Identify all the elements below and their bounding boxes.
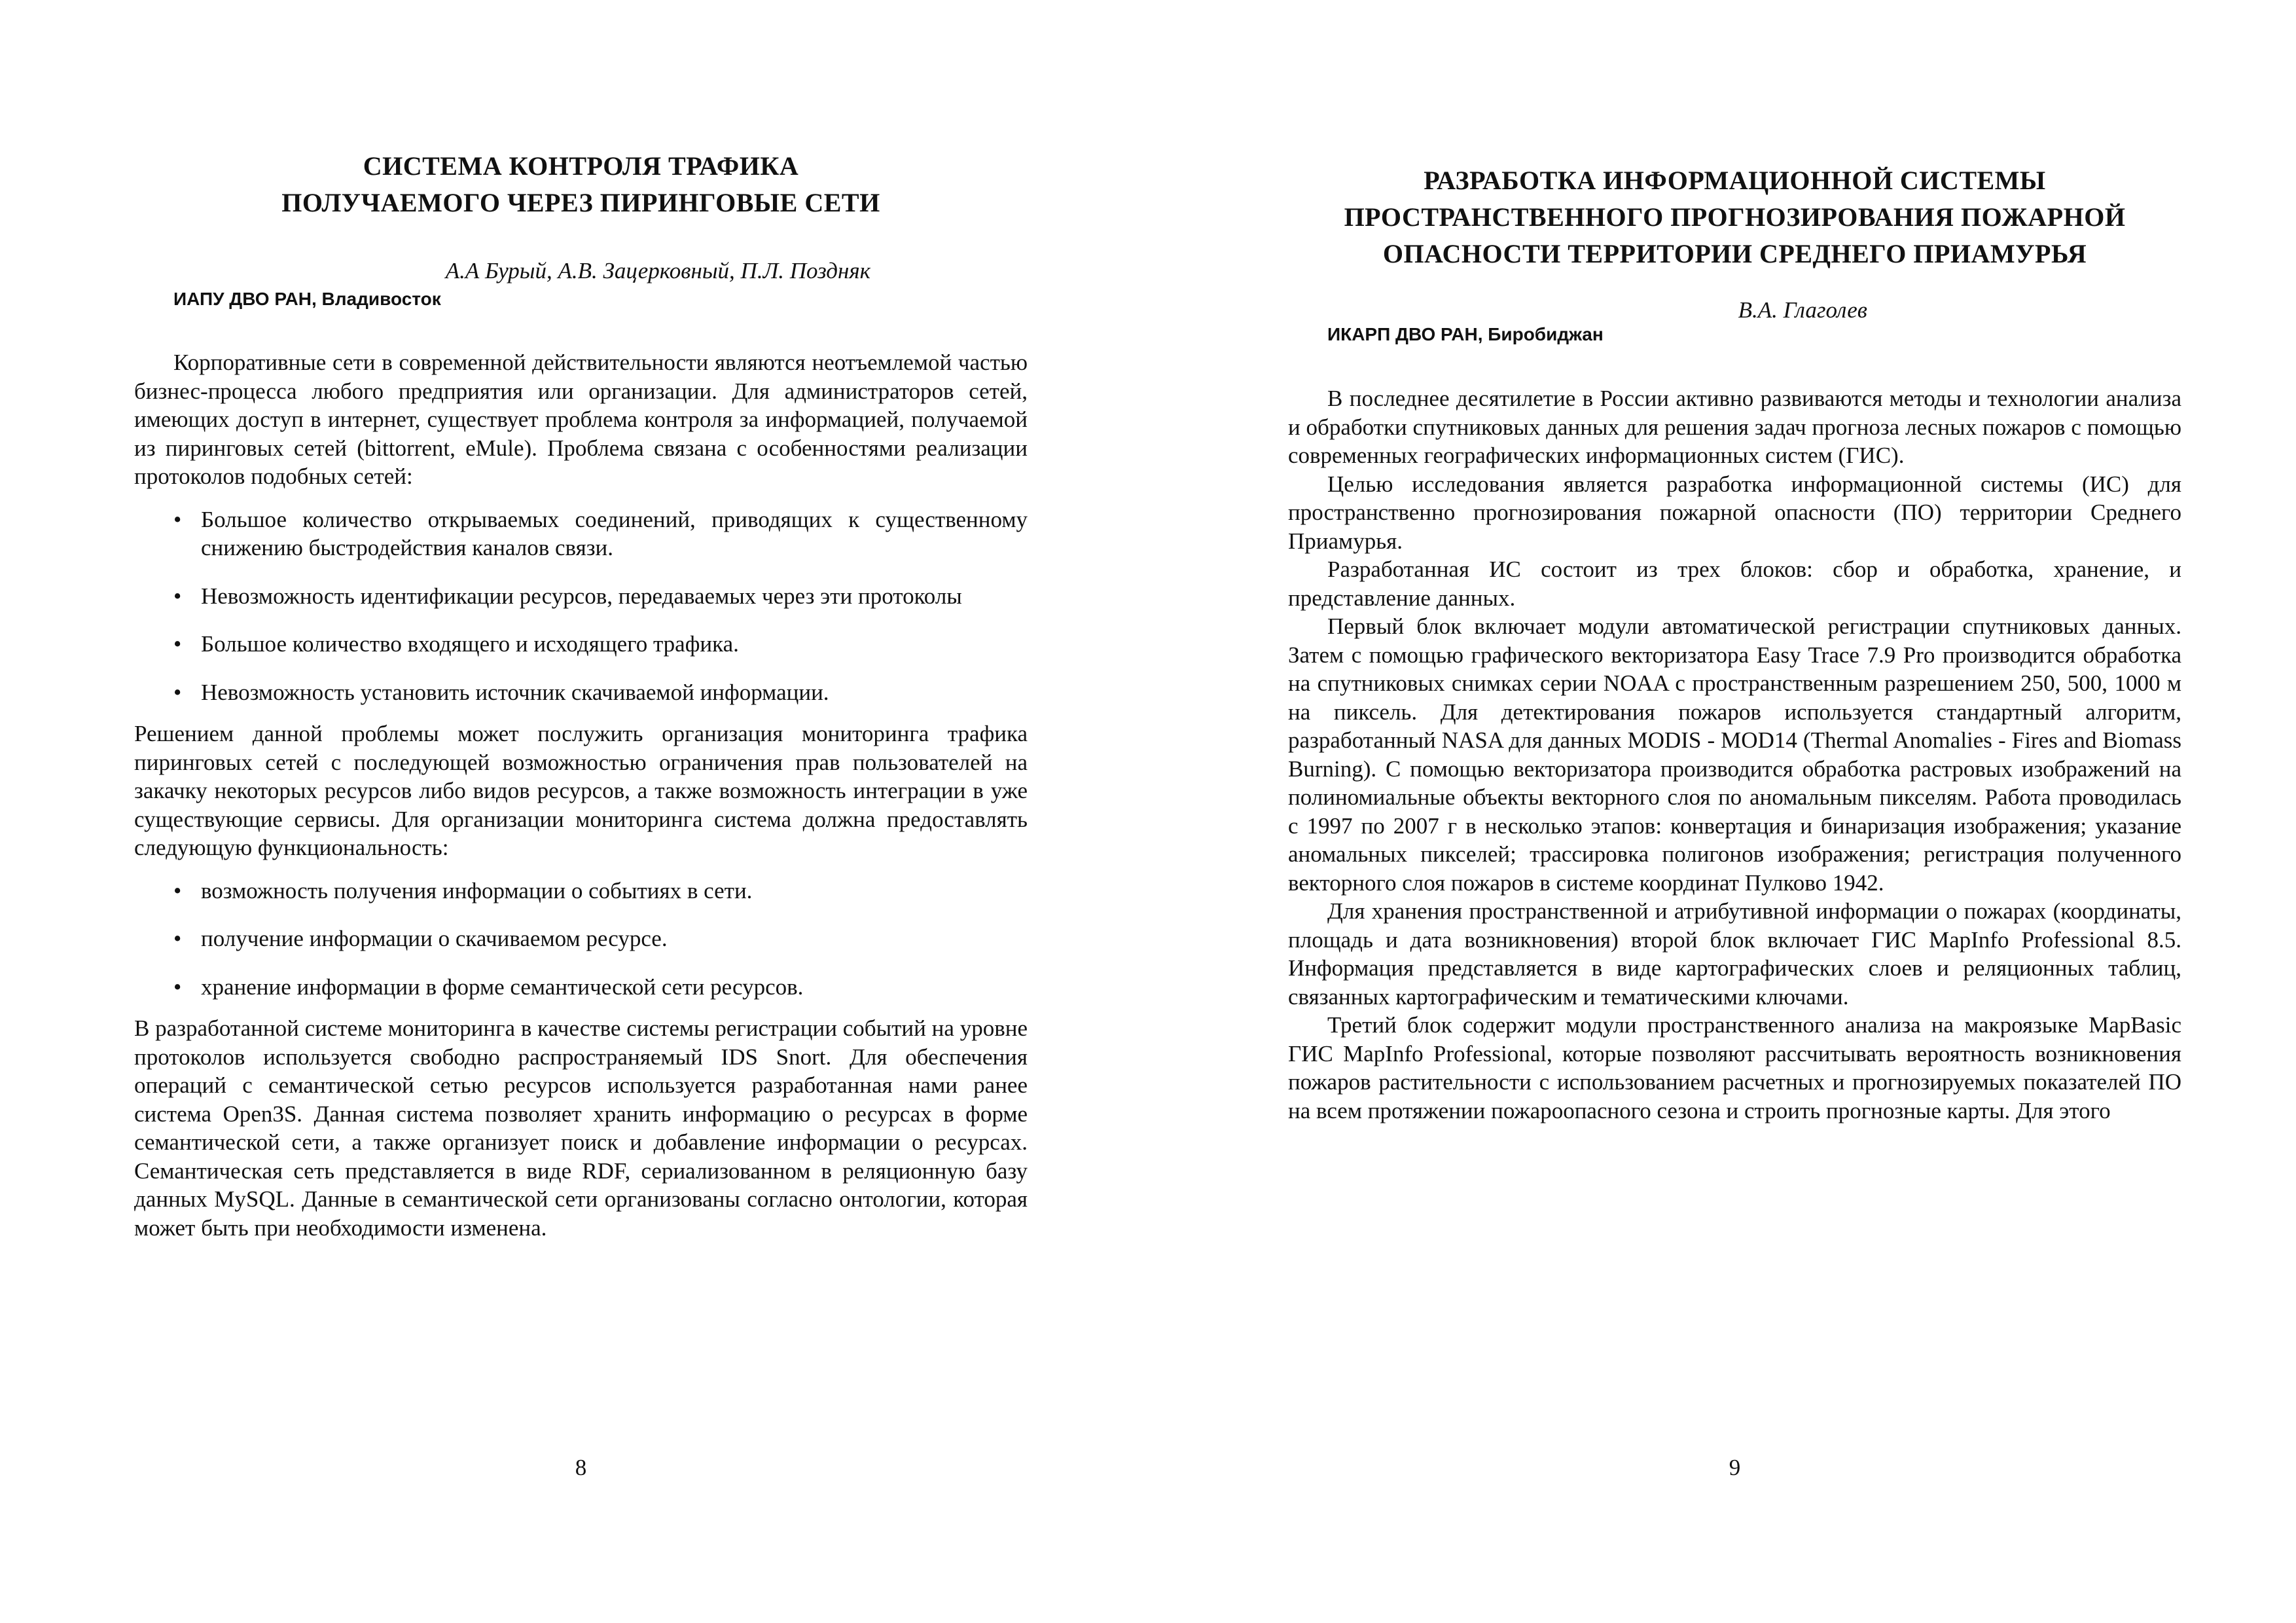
problems-list xyxy=(134,505,1028,707)
paragraph: Для хранения пространственной и атрибутивной информации о пожарах (координаты, площадь и дата возникновения) второй блок включает ГИС MapInfo Professional 8.5. Информация представляется в виде картографических слоев и реляционных таблиц, связанных картографическим и тематическими ключами. xyxy=(1288,898,2181,1010)
left-article-body xyxy=(134,348,1028,1242)
paragraph: В последнее десятилетие в России активно развиваются методы и технологии анализа и обработки спутниковых данных для решения задач прогноза лесных пожаров с помощью современных географических информационных систем (ГИС). xyxy=(1288,386,2181,468)
middle-paragraph: Решением данной проблемы может послужить организация мониторинга трафика пиринговых сетей с последующей возможностью ограничения прав пользователей на закачку некоторых ресурсов либо видов ресурсов, а также возможность интеграции в уже существующие сервисы. Для организации мониторинга система должна предоставлять следующую функциональность: xyxy=(134,721,1028,860)
bullet-icon: • xyxy=(173,974,182,1000)
bullet-icon: • xyxy=(173,506,182,532)
page-number: 9 xyxy=(1729,1455,1741,1480)
list-item: • Большое количество входящего и исходящего трафика. xyxy=(134,630,1028,659)
left-article-authors: А.А Бурый, А.В. Зацерковный, П.Л. Поздняк xyxy=(445,258,870,283)
list-item: • хранение информации в форме семантической сети ресурсов. xyxy=(134,973,1028,1002)
paragraph: Третий блок содержит модули пространственного анализа на макроязыке MapBasic ГИС MapInfo Professional, которые позволяют рассчитывать вероятность возникновения пожаров растительности с использованием расчетных и прогнозируемых показателей ПО на всем протяжении пожароопасного сезона и строить прогнозные карты. Для этого xyxy=(1288,1012,2181,1123)
paragraph: Разработанная ИС состоит из трех блоков: сбор и обработка, хранение, и представление данных. xyxy=(1288,556,2181,611)
bullet-icon: • xyxy=(173,926,182,951)
left-article-title: СИСТЕМА КОНТРОЛЯ ТРАФИКА ПОЛУЧАЕМОГО ЧЕРЕЗ ПИРИНГОВЫЕ СЕТИ xyxy=(281,151,880,217)
right-article-authors: В.А. Глаголев xyxy=(1738,297,1867,323)
bullet-icon: • xyxy=(173,679,182,705)
right-article-affiliation: ИКАРП ДВО РАН, Биробиджан xyxy=(1327,324,1604,344)
list-item: • Невозможность установить источник скачиваемой информации. xyxy=(134,678,1028,707)
list-item: • Большое количество открываемых соединений, приводящих к существенному снижению быстродействия каналов связи. xyxy=(173,506,1028,560)
list-item: • Невозможность идентификации ресурсов, передаваемых через эти протоколы xyxy=(134,582,1028,611)
list-item: • возможность получения информации о событиях в сети. xyxy=(134,877,1028,905)
left-article-affiliation: ИАПУ ДВО РАН, Владивосток xyxy=(173,289,441,309)
final-paragraph: В разработанной системе мониторинга в качестве системы регистрации событий на уровне протоколов используется свободно распространяемый IDS Snort. Для обеспечения операций с семантической сетью ресурсов используется разработанная нами ранее система Open3S. Данная система позволяет хранить информацию о ресурсах в форме семантической сети, а также организует поиск и добавление информации о ресурсах. Семантическая сеть представляется в виде RDF, сериализованном в реляционную базу данных MySQL. Данные в семантической сети организованы согласно онтологии, которая может быть при необходимости изменена. xyxy=(134,1015,1028,1241)
left-page xyxy=(134,0,1028,1623)
right-article-body xyxy=(1288,384,2181,1125)
page-number: 8 xyxy=(575,1455,587,1480)
list-item: • получение информации о скачиваемом ресурсе. xyxy=(134,924,1028,953)
right-page xyxy=(1288,0,2181,1623)
functionality-list xyxy=(134,877,1028,1002)
right-article-title: РАЗРАБОТКА ИНФОРМАЦИОННОЙ СИСТЕМЫ ПРОСТРАНСТВЕННОГО ПРОГНОЗИРОВАНИЯ ПОЖАРНОЙ ОПАСНОСТИ ТЕРРИТОРИИ СРЕДНЕГО ПРИАМУРЬЯ xyxy=(1344,166,2126,268)
paragraph: Целью исследования является разработка информационной системы (ИС) для пространственно прогнозирования пожарной опасности (ПО) территории Среднего Приамурья. xyxy=(1288,471,2181,554)
paragraph: Первый блок включает модули автоматической регистрации спутниковых данных. Затем с помощью графического векторизатора Easy Trace 7.9 Pro производится обработка на спутниковых снимках серии NOAA с пространственным разрешением 250, 500, 1000 м на пиксель. Для детектирования пожаров используется стандартный алгоритм, разработанный NASA для данных MODIS - MOD14 (Thermal Anomalies - Fires and Biomass Burning). С помощью векторизатора производится обработка растровых изображений на полиномиальные объекты векторного слоя по аномальным пикселям. Работа проводилась с 1997 по 2007 г в несколько этапов: конвертация и бинаризация изображения; указание аномальных пикселей; трассировка полигонов изображения; регистрация полученного векторного слоя пожаров в системе координат Пулково 1942. xyxy=(1288,613,2181,896)
bullet-icon: • xyxy=(173,583,182,609)
bullet-icon: • xyxy=(173,631,182,657)
intro-paragraph: Корпоративные сети в современной действительности являются неотъемлемой частью бизнес-процесса любого предприятия или организации. Для администраторов сетей, имеющих доступ в интернет, существует проблема контроля за информацией, получаемой из пиринговых сетей (bittorrent, eMule). Проблема связана с особенностями реализации протоколов подобных сетей: xyxy=(134,350,1028,489)
bullet-icon: • xyxy=(173,877,182,903)
